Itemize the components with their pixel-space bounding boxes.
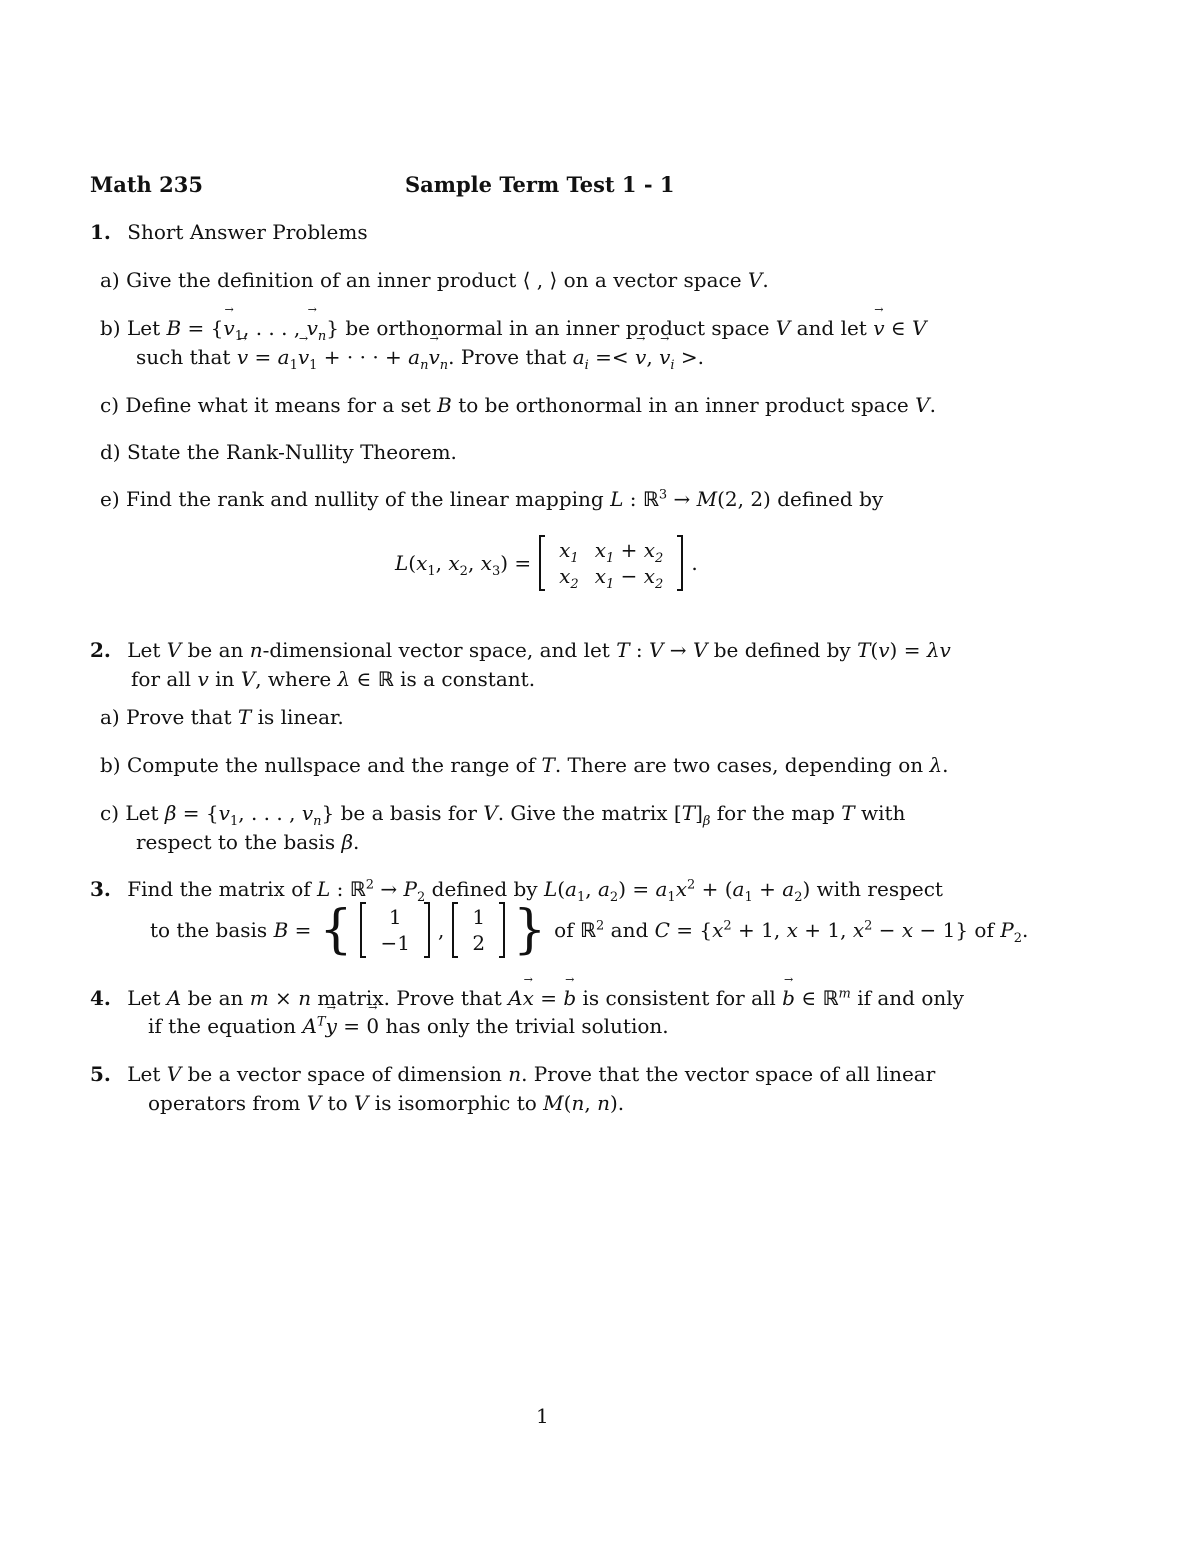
question-1d — [100, 440, 457, 464]
question-1-title: Short Answer Problems — [127, 220, 368, 244]
question-2: 2. Let V be an n-dimensional vector space, and let T : V → V be defined by T(v) = λv — [90, 638, 951, 662]
question-5-line2: operators from V to V is isomorphic to M(n, n). — [148, 1091, 625, 1115]
part-label: a) — [100, 268, 120, 292]
question-4-line2: if the equation $A^T\to y$ = → 0 has only the trivial solution. — [148, 1014, 669, 1038]
part-label: e) — [100, 487, 120, 511]
question-1e-equation: $L(x_1$, $x_2$, $x_3$) = $x_1$ $x_1 + x_2$ $x_2$ $x_1 - x_2$ . — [395, 535, 698, 591]
question-2-number: 2. — [90, 638, 111, 662]
part-label: b) — [100, 753, 121, 777]
question-1a: a) Give the definition of an inner product ⟨ , ⟩ on a vector space V. — [100, 268, 769, 292]
test-title: Sample Term Test 1 - 1 — [405, 172, 675, 197]
course-title: Math 235 — [90, 172, 203, 197]
question-2a: a) Prove that T is linear. — [100, 705, 344, 729]
question-4: 4. Let A be an m × n matrix. Prove that A→ x = → b is consistent for all → b ∈ ℝ$^m$ if and only — [90, 986, 964, 1010]
question-2b: b) Compute the nullspace and the range of T. There are two cases, depending on λ. — [100, 753, 949, 777]
part-label: c) — [100, 393, 120, 417]
question-1-number: 1. — [90, 220, 111, 244]
basis-vector-2: 1 2 — [452, 902, 505, 958]
part-label: a) — [100, 705, 120, 729]
question-5: 5. Let V be a vector space of dimension n. Prove that the vector space of all linear — [90, 1062, 936, 1086]
question-5-number: 5. — [90, 1062, 111, 1086]
question-2c: c) Let $\beta = \{v_1$, . . . , $v_n$} be a basis for V. Give the matrix $[T]_\beta$ for the map T with — [100, 801, 906, 829]
question-3-number: 3. — [90, 877, 111, 901]
question-4-number: 4. — [90, 986, 111, 1010]
question-1c: c) Define what it means for a set B to be orthonormal in an inner product space V. — [100, 393, 936, 417]
part-label: d) — [100, 440, 121, 464]
question-2-line2: for all v in V, where λ ∈ ℝ is a constant. — [131, 667, 536, 691]
question-1-heading — [90, 220, 368, 244]
mapping-matrix: $x_1$ $x_1 + x_2$ $x_2$ $x_1 - x_2$ — [539, 535, 683, 591]
question-1d-text: State the Rank-Nullity Theorem. — [126, 440, 457, 464]
part-label: c) — [100, 801, 120, 825]
question-1a-text: Give the definition of an inner product ⟨ , ⟩ on a vector space — [126, 268, 742, 292]
basis-vector-1: 1 −1 — [360, 902, 429, 958]
question-2c-line2: respect to the basis β. — [136, 830, 360, 854]
question-1e: e) Find the rank and nullity of the linear mapping L : ℝ$^3$ → M(2, 2) defined by — [100, 487, 884, 511]
part-label: b) — [100, 316, 121, 340]
question-1b: b) Let B = {→ $v_1$, . . . , → $v_n$} be orthonormal in an inner product space V and let → v ∈ V — [100, 316, 927, 340]
question-1b-line2: such that → $v = a_1\to v_1$ + · · · + $a_n\to v_n$. Prove that $a_i$ =< → v, → $v_i$ >. — [136, 345, 704, 369]
question-3-line2: to the basis B = { 1 −1 , 1 2 } of ℝ$^2$ and $C = \{x^2 + 1$, x + 1, $x^2 - x - 1$} of $P_2$. — [150, 900, 1029, 960]
page-number: 1 — [536, 1404, 549, 1428]
question-3: 3. Find the matrix of L : ℝ$^2$ → $P_2$ defined by $L(a_1$, $a_2) = a_1x^2 + (a_1 + a_2)$ with respect — [90, 877, 943, 905]
